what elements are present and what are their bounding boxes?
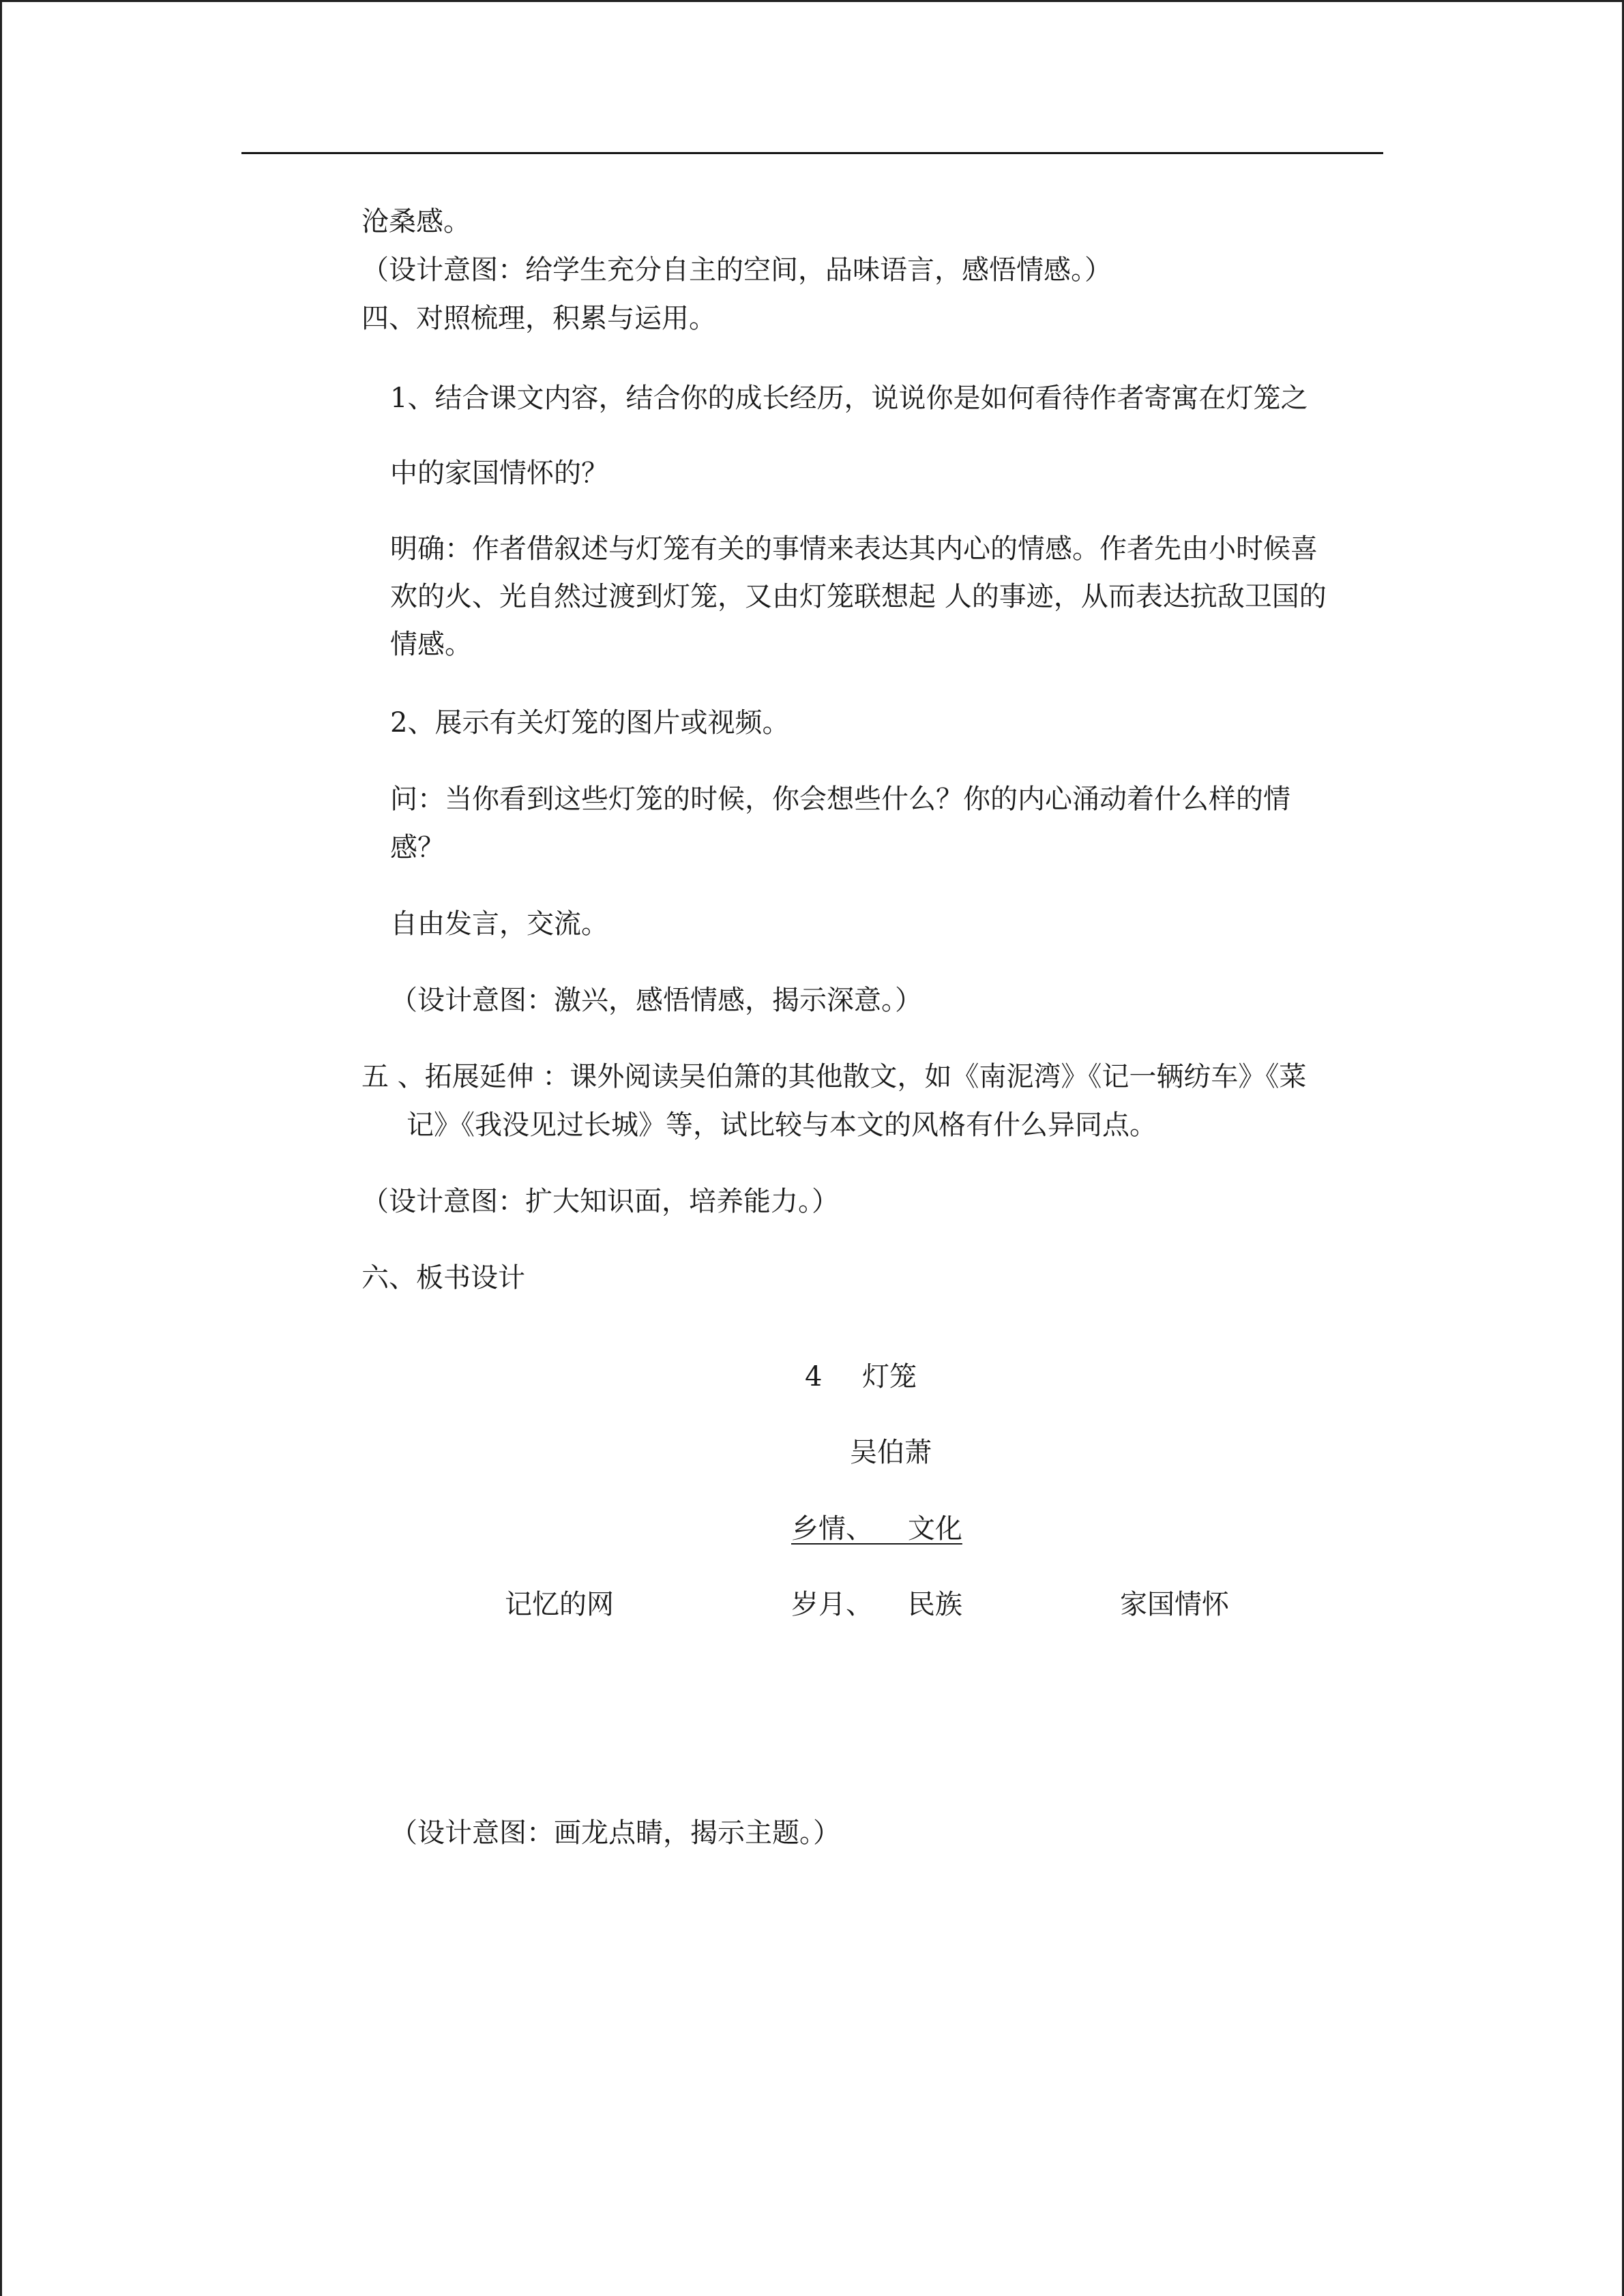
board-middle-item: 岁月、 民族: [791, 1589, 962, 1620]
section-heading-5-line-2: 记》《我没见过长城》等，试比较与本文的风格有什么异同点。: [407, 1109, 1157, 1141]
page-border-top: [0, 0, 1624, 2]
text-line-1: 沧桑感。: [361, 206, 471, 237]
design-intent-closing: （设计意图：画龙点睛，揭示主题。）: [390, 1817, 840, 1849]
board-lesson-number: 4: [805, 1361, 823, 1392]
answer-line-3: 情感。: [390, 629, 472, 660]
page-border-left: [0, 0, 2, 2296]
board-left-item: 记忆的网: [505, 1589, 614, 1620]
section-heading-6: 六、板书设计: [361, 1262, 525, 1294]
item-2: 2、展示有关灯笼的图片或视频。: [390, 707, 790, 739]
section-heading-4: 四、对照梳理，积累与运用。: [361, 303, 716, 334]
header-rule: [241, 152, 1383, 154]
section-heading-5-line-1: 五 、拓展延伸 ：课外阅读吴伯箫的其他散文，如《南泥湾》《记一辆纺车》《菜: [361, 1061, 1307, 1092]
question-1-line-1: 1、结合课文内容，结合你的成长经历，说说你是如何看待作者寄寓在灯笼之: [390, 383, 1308, 414]
design-intent-3: （设计意图：扩大知识面，培养能力。）: [361, 1186, 839, 1217]
question-2-line-2: 感？: [390, 832, 445, 863]
question-2-line-1: 问：当你看到这些灯笼的时候，你会想些什么？你的内心涌动着什么样的情: [390, 784, 1290, 815]
question-1-line-2: 中的家国情怀的？: [390, 458, 608, 489]
board-right-item: 家国情怀: [1120, 1589, 1229, 1620]
answer-line-2: 欢的火、光自然过渡到灯笼，又由灯笼联想起 人的事迹，从而表达抗敌卫国的: [390, 581, 1327, 612]
board-underlined-keywords: 乡情、 文化: [791, 1513, 962, 1545]
board-author: 吴伯萧: [850, 1437, 932, 1468]
design-intent-1: （设计意图：给学生充分自主的空间，品味语言，感悟情感。）: [361, 254, 1112, 286]
board-title: 灯笼: [862, 1361, 917, 1392]
answer-line-1: 明确：作者借叙述与灯笼有关的事情来表达其内心的情感。作者先由小时候喜: [390, 533, 1318, 565]
free-discussion: 自由发言，交流。: [390, 908, 608, 940]
design-intent-2: （设计意图：激兴，感悟情感，揭示深意。）: [390, 985, 922, 1016]
